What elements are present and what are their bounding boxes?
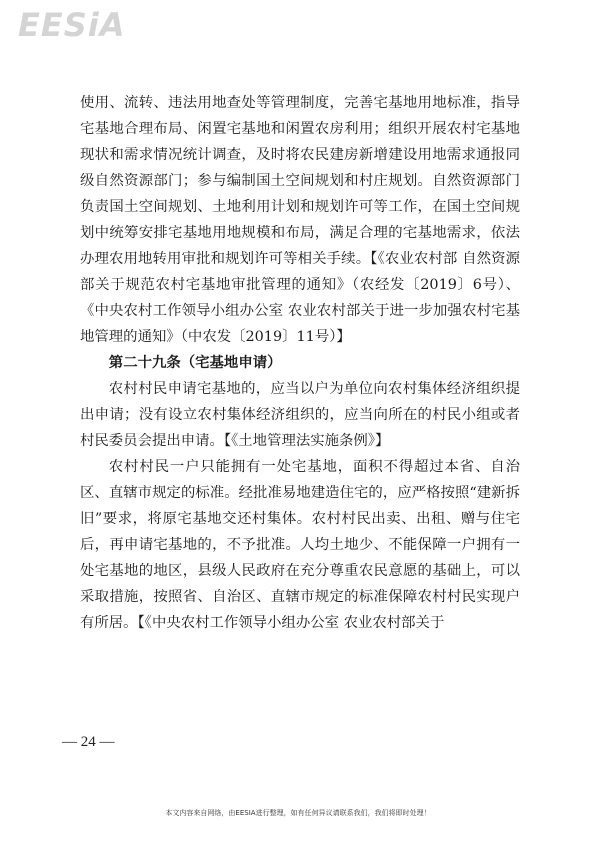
article-heading: 第二十九条（宅基地申请） — [108, 355, 282, 371]
paragraph-application: 农村村民申请宅基地的，应当以户为单位向农村集体经济组织提出申请；没有设立农村集体经济组织的，应当向所在的村民小组或者村民委员会提出申请。【《土地管理法实施条例》】 — [80, 381, 520, 449]
page-number: — 24 — — [62, 734, 115, 750]
document-body — [80, 90, 520, 636]
paragraph-one-household-rule: 农村村民一户只能拥有一处宅基地，面积不得超过本省、自治区、直辖市规定的标准。经批准易地建造住宅的，应严格按照“建新拆旧”要求，将原宅基地交还村集体。农村村民出卖、出租、赠与住宅后，再申请宅基地的，不予批准。人均土地少、不能保障一户拥有一处宅基地的地区，县级人民政府在充分尊重农民意愿的基础上，可以采取措施，按照省、自治区、直辖市规定的标准保障农村村民实现户有所居。【《中央农村工作领导小组办公室 农业农村部关于 — [80, 459, 520, 631]
paragraph-continuation: 使用、流转、违法用地查处等管理制度，完善宅基地用地标准，指导宅基地合理布局、闲置宅基地和闲置农房利用；组织开展农村宅基地现状和需求情况统计调查，及时将农民建房新增建设用地需求通报同级自然资源部门；参与编制国土空间规划和村庄规划。自然资源部门负责国土空间规划、土地利用计划和规划许可等工作，在国土空间规划中统筹安排宅基地用地规模和布局，满足合理的宅基地需求，依法办理农用地转用审批和规划许可等相关手续。【《农业农村部 自然资源部关于规范农村宅基地审批管理的通知》（农经发〔2019〕6号）、《中央农村工作领导小组办公室 农业农村部关于进一步加强农村宅基地管理的通知》（中农发〔2019〕11号）】 — [80, 95, 520, 345]
eesia-logo: EESiA — [18, 6, 126, 44]
footer-disclaimer: 本文内容来自网络，由EESIA进行整理，如有任何异议请联系我们，我们将即时处理！ — [165, 809, 431, 817]
